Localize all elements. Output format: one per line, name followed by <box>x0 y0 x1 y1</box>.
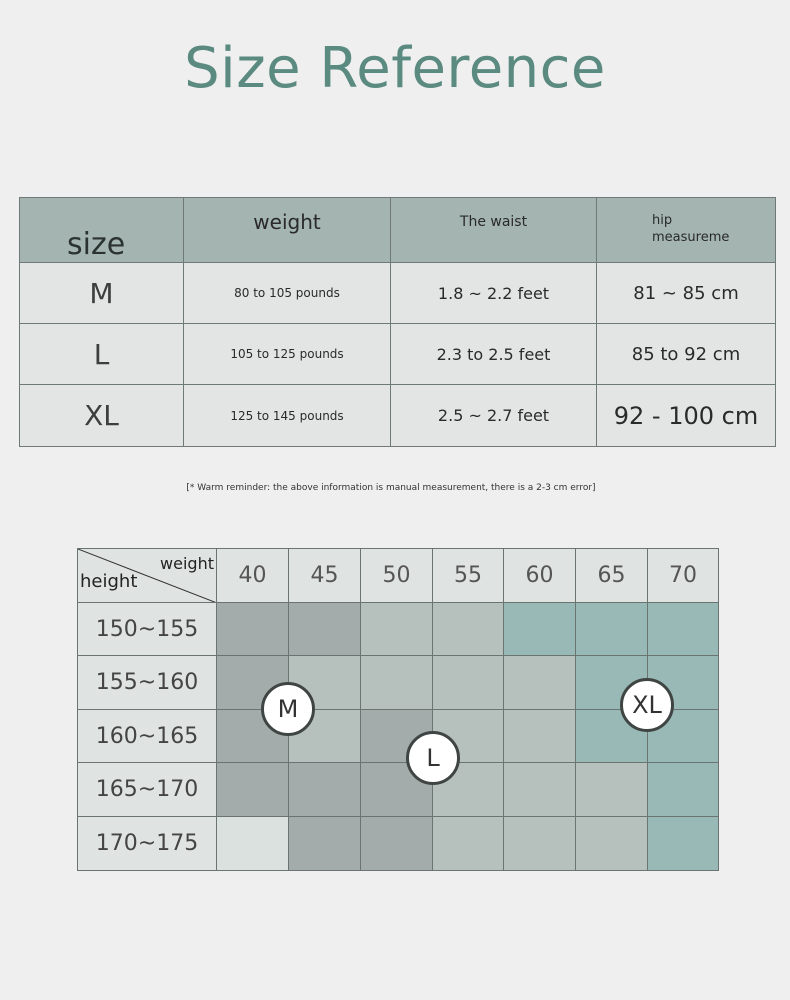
size-badge-xl: XL <box>620 678 674 732</box>
size-table <box>19 197 776 447</box>
grid-cell <box>503 655 576 710</box>
weight-header-65: 65 <box>575 548 648 603</box>
grid-cell <box>575 602 648 656</box>
corner-height-label: height <box>80 571 138 592</box>
table-row <box>20 263 776 324</box>
header-weight: weight <box>184 198 391 263</box>
grid-cell <box>432 655 504 710</box>
page-title: Size Reference <box>184 36 606 101</box>
weight-cell: 125 to 145 pounds <box>184 385 391 447</box>
hip-cell: 81 ~ 85 cm <box>597 263 776 324</box>
grid-cell <box>503 762 576 817</box>
weight-header-40: 40 <box>216 548 289 603</box>
grid-cell <box>288 762 361 817</box>
grid-cell <box>647 762 719 817</box>
waist-cell: 1.8 ~ 2.2 feet <box>391 263 597 324</box>
warm-reminder: [* Warm reminder: the above information is manual measurement, there is a 2-3 cm error] <box>186 483 596 493</box>
size-badge-l: L <box>406 731 460 785</box>
grid-cell <box>503 709 576 763</box>
grid-cell <box>216 602 289 656</box>
header-waist: The waist <box>391 198 597 263</box>
grid-cell <box>360 816 433 871</box>
grid-cell <box>432 602 504 656</box>
corner-weight-label: weight <box>160 554 214 573</box>
size-cell: L <box>20 324 184 385</box>
grid-cell <box>288 602 361 656</box>
grid-cell <box>503 816 576 871</box>
grid-cell <box>575 816 648 871</box>
weight-cell: 105 to 125 pounds <box>184 324 391 385</box>
weight-cell: 80 to 105 pounds <box>184 263 391 324</box>
hip-cell: 85 to 92 cm <box>597 324 776 385</box>
grid-cell <box>216 816 289 871</box>
size-table-header-row <box>20 198 776 263</box>
weight-header-50: 50 <box>360 548 433 603</box>
waist-cell: 2.3 to 2.5 feet <box>391 324 597 385</box>
grid-corner <box>77 548 217 603</box>
height-weight-grid <box>77 548 718 870</box>
grid-cell <box>575 762 648 817</box>
height-label-155-160: 155~160 <box>77 655 217 710</box>
table-row <box>20 324 776 385</box>
height-label-150-155: 150~155 <box>77 602 217 656</box>
header-hip-line1: hip <box>652 213 673 228</box>
height-label-160-165: 160~165 <box>77 709 217 763</box>
size-cell: XL <box>20 385 184 447</box>
grid-cell <box>647 816 719 871</box>
hip-cell: 92 - 100 cm <box>597 385 776 447</box>
grid-cell <box>432 816 504 871</box>
weight-header-55: 55 <box>432 548 504 603</box>
height-label-170-175: 170~175 <box>77 816 217 871</box>
header-hip <box>597 198 776 263</box>
height-label-165-170: 165~170 <box>77 762 217 817</box>
weight-header-60: 60 <box>503 548 576 603</box>
grid-cell <box>503 602 576 656</box>
grid-cell <box>360 602 433 656</box>
grid-cell <box>288 816 361 871</box>
weight-header-70: 70 <box>647 548 719 603</box>
size-cell: M <box>20 263 184 324</box>
weight-header-45: 45 <box>288 548 361 603</box>
grid-cell <box>216 762 289 817</box>
waist-cell: 2.5 ~ 2.7 feet <box>391 385 597 447</box>
table-row <box>20 385 776 447</box>
size-badge-m: M <box>261 682 315 736</box>
grid-cell <box>647 602 719 656</box>
header-size: size <box>20 198 184 263</box>
header-hip-line2: measureme <box>652 230 730 245</box>
grid-cell <box>360 655 433 710</box>
